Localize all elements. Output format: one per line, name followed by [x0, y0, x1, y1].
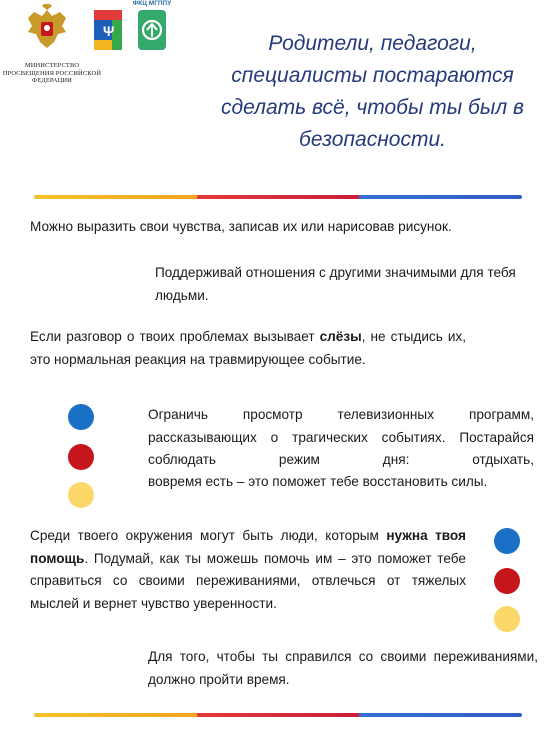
header-logos — [0, 0, 200, 90]
yellow-dot — [68, 482, 94, 508]
tip-limit-tv-last-line: вовремя есть – это поможет тебе восстановить силы. — [148, 474, 488, 489]
svg-text:Ψ: Ψ — [103, 23, 115, 39]
coat-of-arms-icon — [24, 4, 70, 54]
tip-express-feelings: Можно выразить свои чувства, записав их или нарисовав рисунок. — [30, 219, 452, 234]
top-divider — [34, 195, 522, 199]
blue-dot — [68, 404, 94, 430]
red-dot — [494, 568, 520, 594]
tip-relationships: Поддерживай отношения с другими значимыми для тебя людьми. — [155, 265, 516, 303]
tip-time: Для того, чтобы ты справился со своими переживаниями, должно пройти время. — [148, 649, 538, 687]
tip-help-others: Среди твоего окружения могут быть люди, которым нужна твоя помощь. Подумай, как ты можешь помочь им – это поможет тебе справиться со своими переживаниями, отвлечься от тяжелых мыслей и вернет чувство уверенности. — [30, 528, 466, 611]
red-dot — [68, 444, 94, 470]
edu-logo-icon — [94, 10, 122, 50]
headline: Родители, педагоги, специалисты постараются сделать всё, чтобы ты был в безопасности. — [221, 32, 524, 151]
bottom-divider — [34, 713, 522, 717]
yellow-dot — [494, 606, 520, 632]
ministry-caption: МИНИСТЕРСТВО ПРОСВЕЩЕНИЯ РОССИЙСКОЙ ФЕДЕРАЦИИ — [2, 62, 102, 84]
partner-caption: ФКЦ МГППУ — [132, 0, 172, 7]
fkc-logo-icon — [138, 10, 166, 50]
tip-limit-tv: Ограничь просмотр телевизионных программ, рассказывающих о трагических событиях. Постарайся соблюдать режим дня: отдыхать, — [148, 407, 534, 467]
tip-tears: Если разговор о твоих проблемах вызывает слёзы, не стыдись их, это нормальная реакция на травмирующее событие. — [30, 329, 466, 367]
blue-dot — [494, 528, 520, 554]
